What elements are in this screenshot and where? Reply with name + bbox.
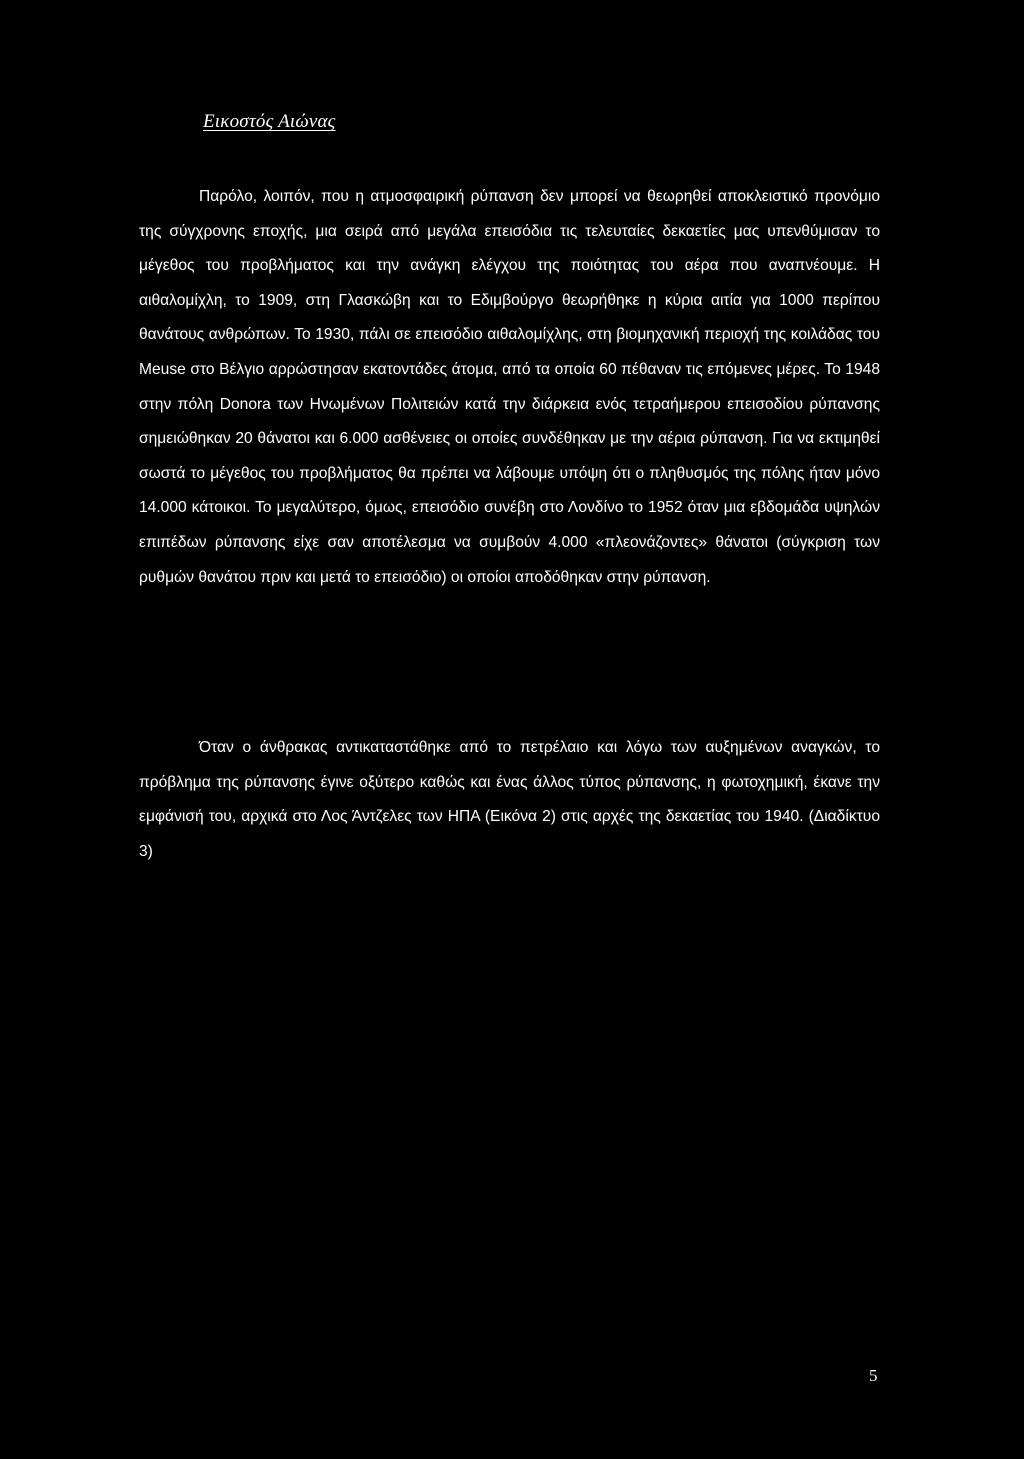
section-heading: Εικοστός Αιώνας — [203, 111, 336, 132]
body-paragraph-1: Παρόλο, λοιπόν, που η ατμοσφαιρική ρύπανση δεν μπορεί να θεωρηθεί αποκλειστικό προνόμιο της σύγχρονης εποχής, μια σειρά από μεγάλα επεισόδια τις τελευταίες δεκαετίες μας υπενθύμισαν το μέγεθος του προβλήματος και την ανάγκη ελέγχου της ποιότητας του αέρα που αναπνέουμε. Η αιθαλομίχλη, το 1909, στη Γλασκώβη και το Εδιμβούργο θεωρήθηκε η κύρια αιτία για 1000 περίπου θανάτους ανθρώπων. Το 1930, πάλι σε επεισόδιο αιθαλομίχλης, στη βιομηχανική περιοχή της κοιλάδας του Meuse στο Βέλγιο αρρώστησαν εκατοντάδες άτομα, από τα οποία 60 πέθαναν τις επόμενες μέρες. Το 1948 στην πόλη Donora των Ηνωμένων Πολιτειών κατά την διάρκεια ενός τετραήμερου επεισοδίου ρύπανσης σημειώθηκαν 20 θάνατοι και 6.000 ασθένειες οι οποίες συνδέθηκαν με την αέρια ρύπανση. Για να εκτιμηθεί σωστά το μέγεθος του προβλήματος θα πρέπει να λάβουμε υπόψη ότι ο πληθυσμός της πόλης ήταν μόνο 14.000 κάτοικοι. Το μεγαλύτερο, όμως, επεισόδιο συνέβη στο Λονδίνο το 1952 όταν μια εβδομάδα υψηλών επιπέδων ρύπανσης είχε σαν αποτέλεσμα να συμβούν 4.000 «πλεονάζοντες» θάνατοι (σύγκριση των ρυθμών θανάτου πριν και μετά το επεισόδιο) οι οποίοι αποδόθηκαν στην ρύπανση. — [139, 188, 880, 586]
page-number: 5 — [869, 1366, 878, 1385]
body-paragraph-2: Όταν ο άνθρακας αντικαταστάθηκε από το πετρέλαιο και λόγω των αυξημένων αναγκών, το πρόβλημα της ρύπανσης έγινε οξύτερο καθώς και ένας άλλος τύπος ρύπανσης, η φωτοχημική, έκανε την εμφάνισή του, αρχικά στο Λος Άντζελες των ΗΠΑ (Εικόνα 2) στις αρχές της δεκαετίας του 1940. (Διαδίκτυο 3) — [139, 739, 880, 860]
